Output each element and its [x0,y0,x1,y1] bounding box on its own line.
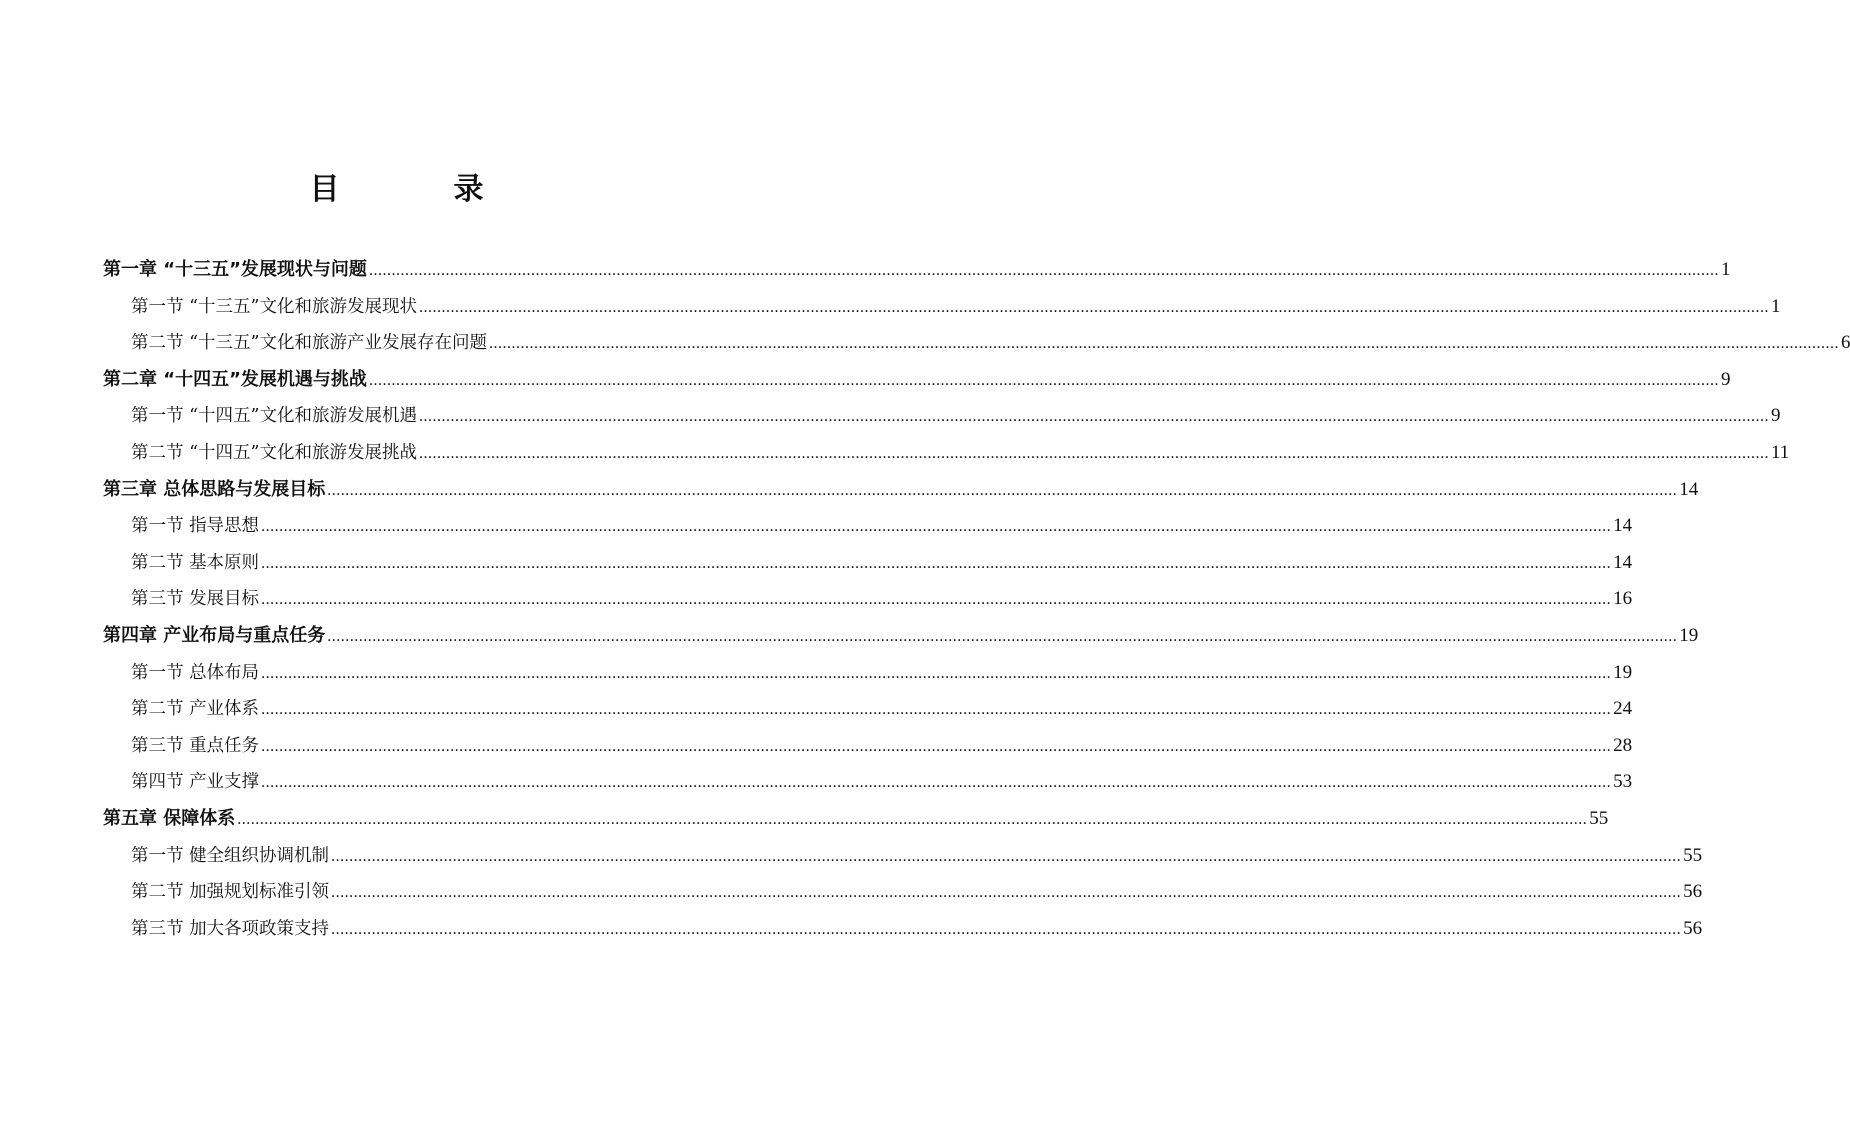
toc-page-number: 24 [1613,698,1633,720]
toc-dot-leader: ............................................................................................................................................................................................................................................................................................................ [488,335,1839,353]
toc-section-entry[interactable] [103,911,1703,948]
toc-chapter-entry[interactable] [103,362,1731,399]
table-of-contents [103,252,1850,947]
toc-dot-leader: ............................................................................................................................................................................................................................................................................................................ [418,444,1769,462]
toc-page-number: 19 [1679,624,1699,646]
toc-page-number: 56 [1683,881,1703,903]
toc-entry-label: 第一节 指导思想 [131,516,260,537]
toc-page-number: 14 [1679,478,1699,500]
toc-section-entry[interactable] [103,691,1633,728]
toc-section-entry[interactable] [103,874,1703,911]
toc-entry-label: 第二节 “十四五”文化和旅游发展挑战 [131,442,417,463]
toc-entry-label: 第一章 “十三五”发展现状与问题 [103,259,367,280]
toc-dot-leader: ............................................................................................................................................................................................................................................................................................................ [368,371,1719,389]
toc-page-number: 11 [1770,441,1790,463]
toc-entry-label: 第三节 发展目标 [131,589,260,610]
toc-section-entry[interactable] [103,508,1633,545]
toc-section-entry[interactable] [103,655,1633,692]
toc-entry-label: 第二节 加强规划标准引领 [131,882,330,903]
toc-entry-label: 第四节 产业支撑 [131,772,260,793]
toc-section-entry[interactable] [103,435,1790,472]
toc-dot-leader: ............................................................................................................................................................................................................................................................................................................ [261,554,1612,572]
toc-section-entry[interactable] [103,289,1781,326]
toc-section-entry[interactable] [103,764,1633,801]
page-title: 目 录 [309,172,526,207]
toc-dot-leader: ............................................................................................................................................................................................................................................................................................................ [418,408,1769,426]
toc-entry-label: 第一节 总体布局 [131,662,260,683]
toc-page-number: 55 [1683,844,1703,866]
toc-entry-label: 第二节 产业体系 [131,699,260,720]
toc-entry-label: 第一节 健全组织协调机制 [131,845,330,866]
toc-dot-leader: ............................................................................................................................................................................................................................................................................................................ [261,518,1612,536]
toc-section-entry[interactable] [103,545,1633,582]
toc-dot-leader: ............................................................................................................................................................................................................................................................................................................ [261,701,1612,719]
toc-page-number: 16 [1613,588,1633,610]
toc-page-number: 53 [1613,771,1633,793]
toc-dot-leader: ............................................................................................................................................................................................................................................................................................................ [261,664,1612,682]
toc-section-entry[interactable] [103,581,1633,618]
toc-chapter-entry[interactable] [103,252,1731,289]
toc-dot-leader: ............................................................................................................................................................................................................................................................................................................ [331,884,1682,902]
toc-dot-leader: ............................................................................................................................................................................................................................................................................................................ [261,737,1612,755]
toc-entry-label: 第一节 “十四五”文化和旅游发展机遇 [131,406,417,427]
toc-dot-leader: ............................................................................................................................................................................................................................................................................................................ [261,774,1612,792]
toc-dot-leader: ............................................................................................................................................................................................................................................................................................................ [237,810,1588,828]
toc-section-entry[interactable] [103,838,1703,875]
toc-page-number: 6 [1840,332,1850,354]
toc-page-number: 1 [1720,259,1731,280]
toc-page-number: 56 [1683,917,1703,939]
toc-entry-label: 第三节 加大各项政策支持 [131,918,330,939]
toc-entry-label: 第二节 “十三五”文化和旅游产业发展存在问题 [131,333,487,354]
toc-dot-leader: ............................................................................................................................................................................................................................................................................................................ [368,262,1719,279]
toc-chapter-entry[interactable] [103,801,1609,838]
toc-dot-leader: ............................................................................................................................................................................................................................................................................................................ [327,481,1678,499]
toc-page-number: 19 [1613,661,1633,683]
toc-page-number: 55 [1589,807,1609,829]
toc-section-entry[interactable] [103,398,1781,435]
toc-entry-label: 第三章 总体思路与发展目标 [103,478,326,500]
toc-page-number: 1 [1770,295,1781,317]
toc-page-number: 14 [1613,551,1633,573]
toc-page-number: 9 [1770,405,1781,427]
toc-dot-leader: ............................................................................................................................................................................................................................................................................................................ [331,847,1682,865]
toc-page-number: 9 [1720,368,1731,390]
toc-entry-label: 第一节 “十三五”文化和旅游发展现状 [131,296,417,317]
toc-entry-label: 第二节 基本原则 [131,552,260,573]
toc-entry-label: 第五章 保障体系 [103,807,236,829]
toc-chapter-entry[interactable] [103,472,1699,509]
toc-entry-label: 第四章 产业布局与重点任务 [103,624,326,646]
toc-dot-leader: ............................................................................................................................................................................................................................................................................................................ [261,591,1612,609]
toc-dot-leader: ............................................................................................................................................................................................................................................................................................................ [331,920,1682,938]
toc-entry-label: 第二章 “十四五”发展机遇与挑战 [103,368,367,390]
toc-page-number: 14 [1613,515,1633,537]
toc-page-number: 28 [1613,734,1633,756]
toc-section-entry[interactable] [103,325,1850,362]
toc-dot-leader: ............................................................................................................................................................................................................................................................................................................ [418,298,1769,316]
toc-section-entry[interactable] [103,728,1633,765]
toc-dot-leader: ............................................................................................................................................................................................................................................................................................................ [327,627,1678,645]
toc-entry-label: 第三节 重点任务 [131,735,260,756]
toc-chapter-entry[interactable] [103,618,1699,655]
